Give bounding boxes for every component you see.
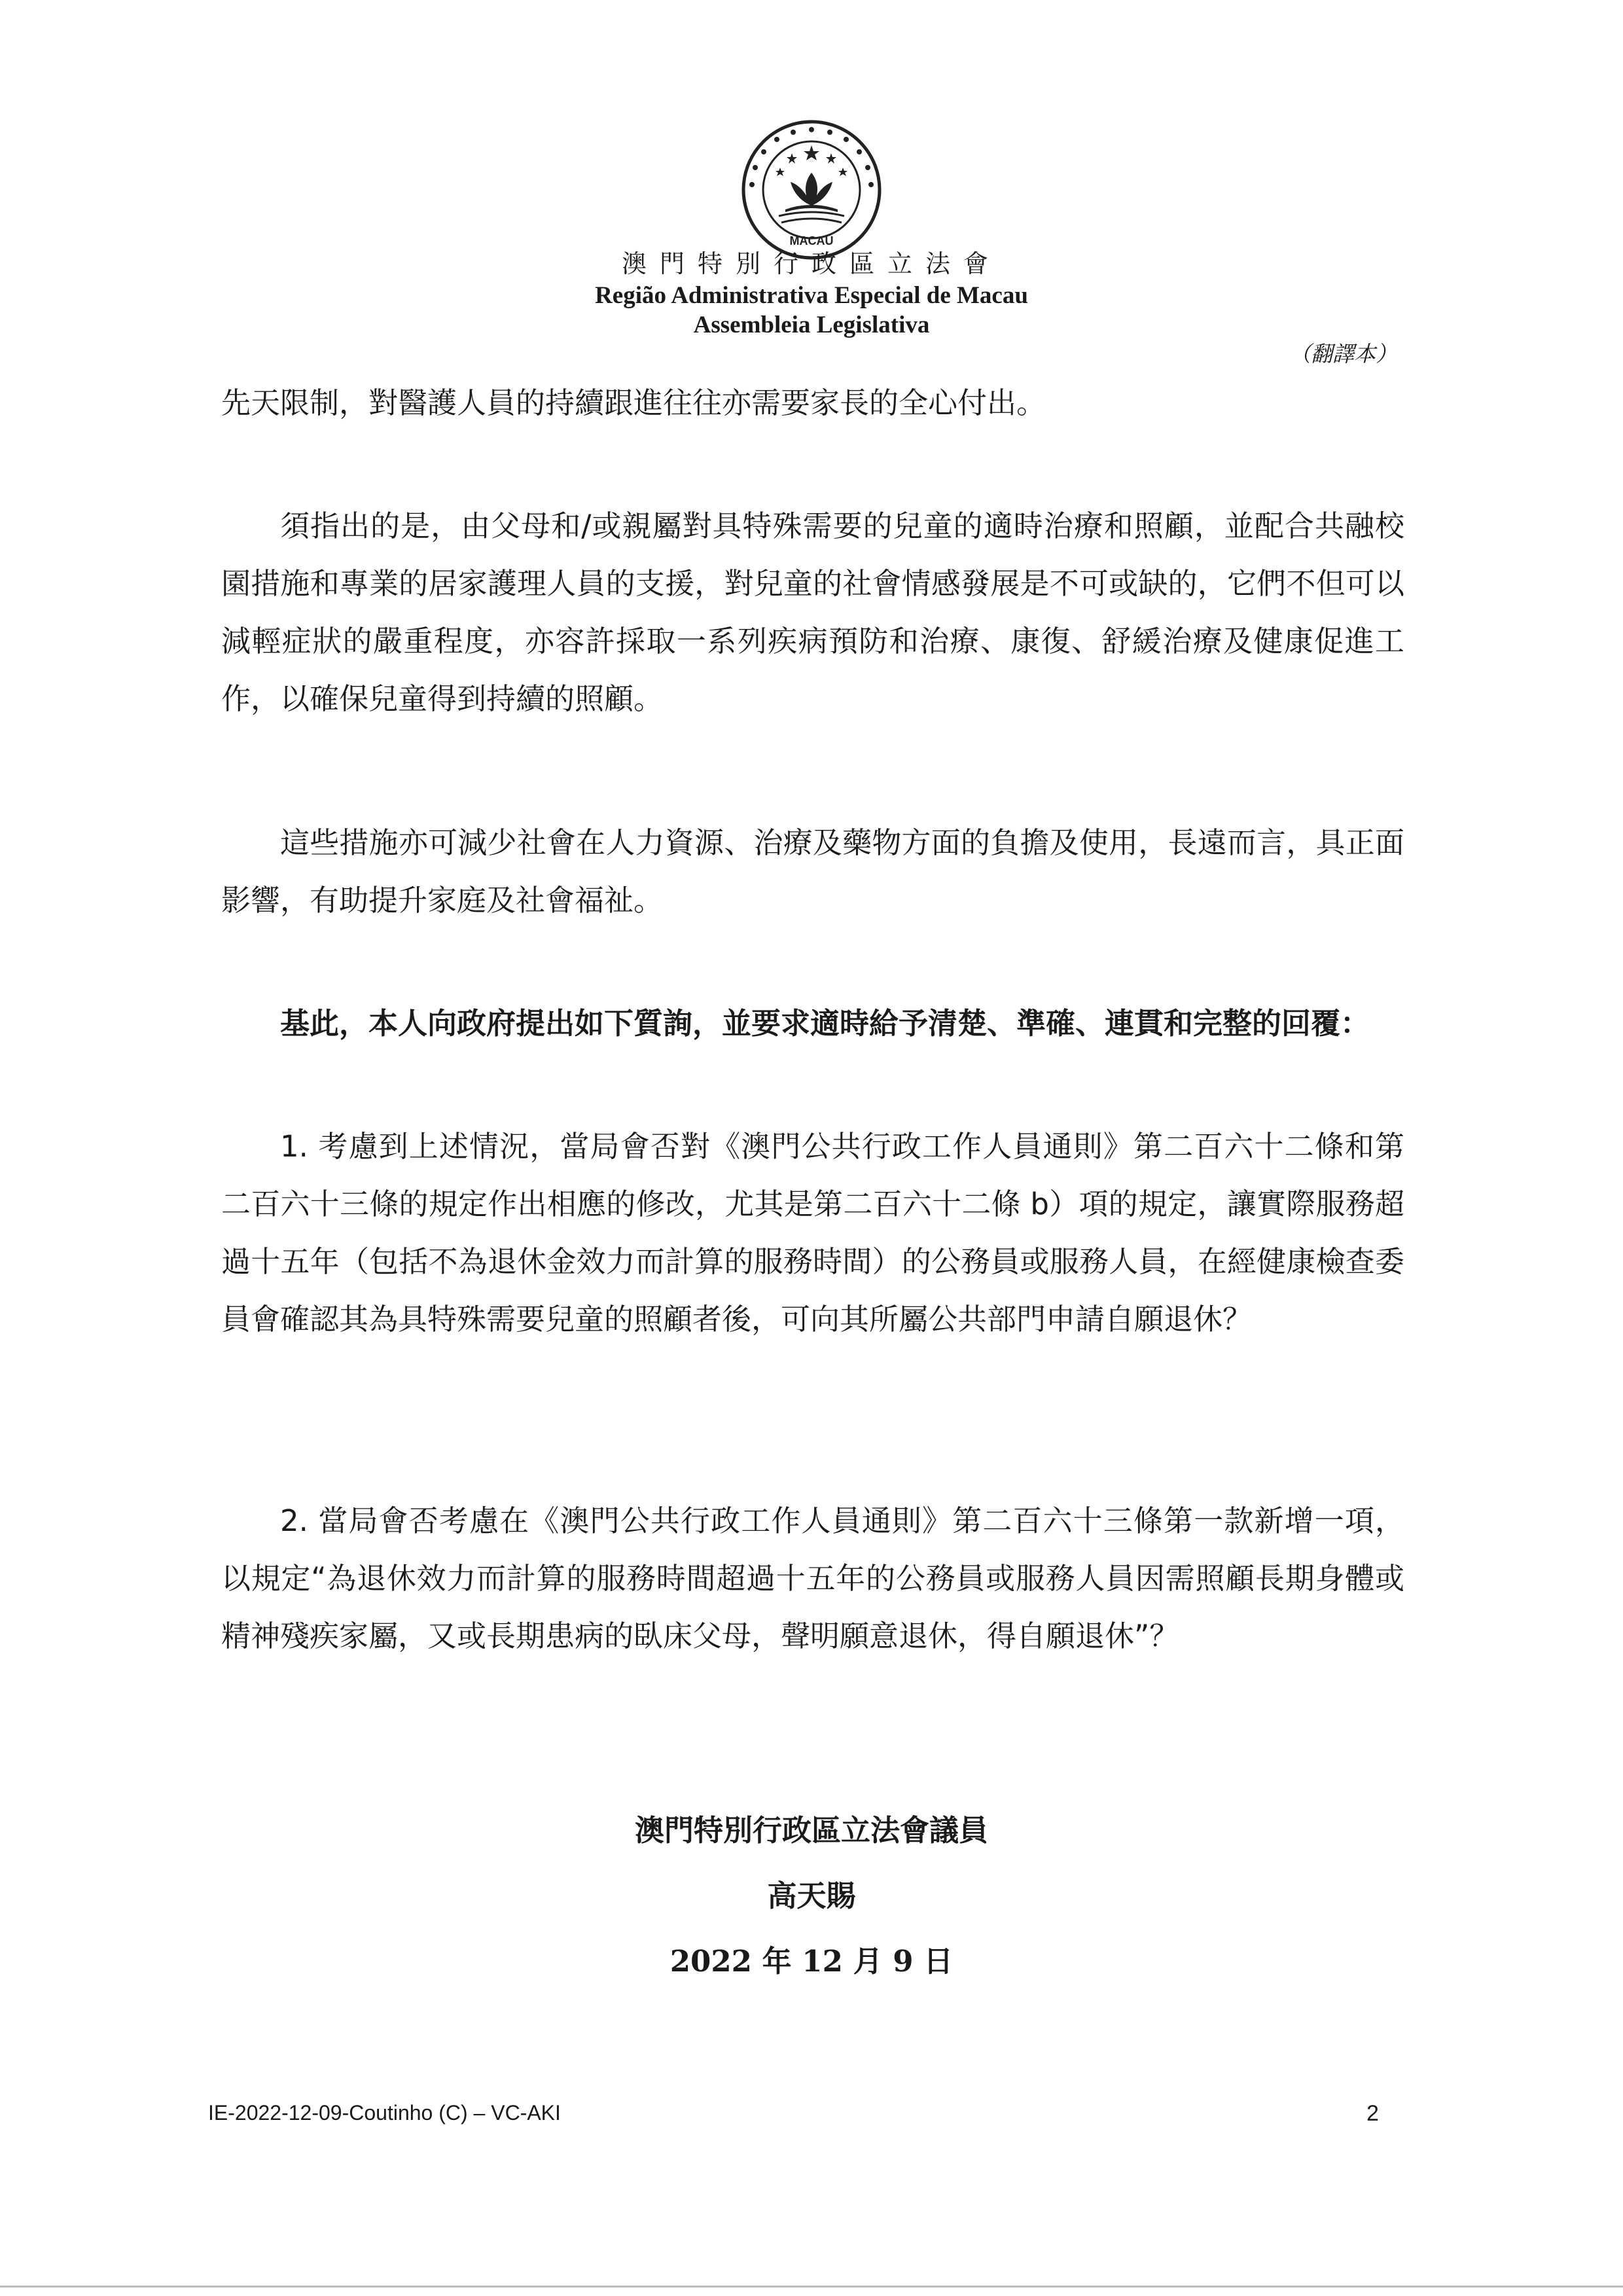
paragraph-text: 這些措施亦可減少社會在人力資源、治療及藥物方面的負擔及使用，長遠而言，具正面影響，有助提升家庭及社會福祉。: [221, 825, 1404, 918]
signature-role: 澳門特別行政區立法會議員: [634, 1813, 988, 1848]
question-1: [221, 1118, 1404, 1348]
paragraph-text: 基此，本人向政府提出如下質詢，並要求適時給予清楚、準確、連貫和完整的回覆：: [280, 1006, 1370, 1041]
question-2: [221, 1492, 1404, 1665]
signature-date: 2022 年 12 月 9 日: [669, 1944, 954, 1979]
signature-name: 高天賜: [767, 1878, 856, 1913]
header-title-zh: 澳門特別行政區立法會: [621, 249, 1001, 278]
question-text: 1. 考慮到上述情況，當局會否對《澳門公共行政工作人員通則》第二百六十二條和第二百六十三條的規定作出相應的修改，尤其是第二百六十二條 b）項的規定，讓實際服務超過十五年（包括不為退休金效力而計算的服務時間）的公務員或服務人員，在經健康檢查委員會確認其為具特殊需要兒童的照顧者後，可向其所屬公共部門申請自願退休？: [221, 1129, 1404, 1336]
scan-edge-line: [0, 2286, 1623, 2287]
question-text: 2. 當局會否考慮在《澳門公共行政工作人員通則》第二百六十三條第一款新增一項，以規定“為退休效力而計算的服務時間超過十五年的公務員或服務人員因需照顧長期身體或精神殘疾家屬，又或長期患病的臥床父母，聲明願意退休，得自願退休”？: [221, 1503, 1404, 1653]
paragraph-inquiry-intro: [221, 995, 1404, 1052]
translation-note: （翻譯本）: [1289, 341, 1397, 367]
paragraph-social-benefit: [221, 814, 1404, 929]
paragraph-care-importance: [221, 497, 1404, 728]
macau-emblem-icon: [738, 117, 885, 263]
header-title-pt-region: Região Administrativa Especial de Macau: [595, 282, 1028, 309]
header-title-pt-assembly: Assembleia Legislativa: [693, 312, 930, 338]
paragraph-text: 須指出的是，由父母和/或親屬對具特殊需要的兒童的適時治療和照顧，並配合共融校園措施和專業的居家護理人員的支援，對兒童的社會情感發展是不可或缺的，它們不但可以減輕症狀的嚴重程度，亦容許採取一系列疾病預防和治療、康復、舒緩治療及健康促進工作，以確保兒童得到持續的照顧。: [221, 509, 1404, 716]
page-number: 2: [1366, 2101, 1379, 2126]
paragraph-text: 先天限制，對醫護人員的持續跟進往往亦需要家長的全心付出。: [221, 386, 1046, 420]
svg-text:MACAU: MACAU: [789, 234, 834, 247]
paragraph-continuation: [221, 374, 1404, 432]
document-reference: IE-2022-12-09-Coutinho (C) – VC-AKI: [208, 2101, 561, 2125]
